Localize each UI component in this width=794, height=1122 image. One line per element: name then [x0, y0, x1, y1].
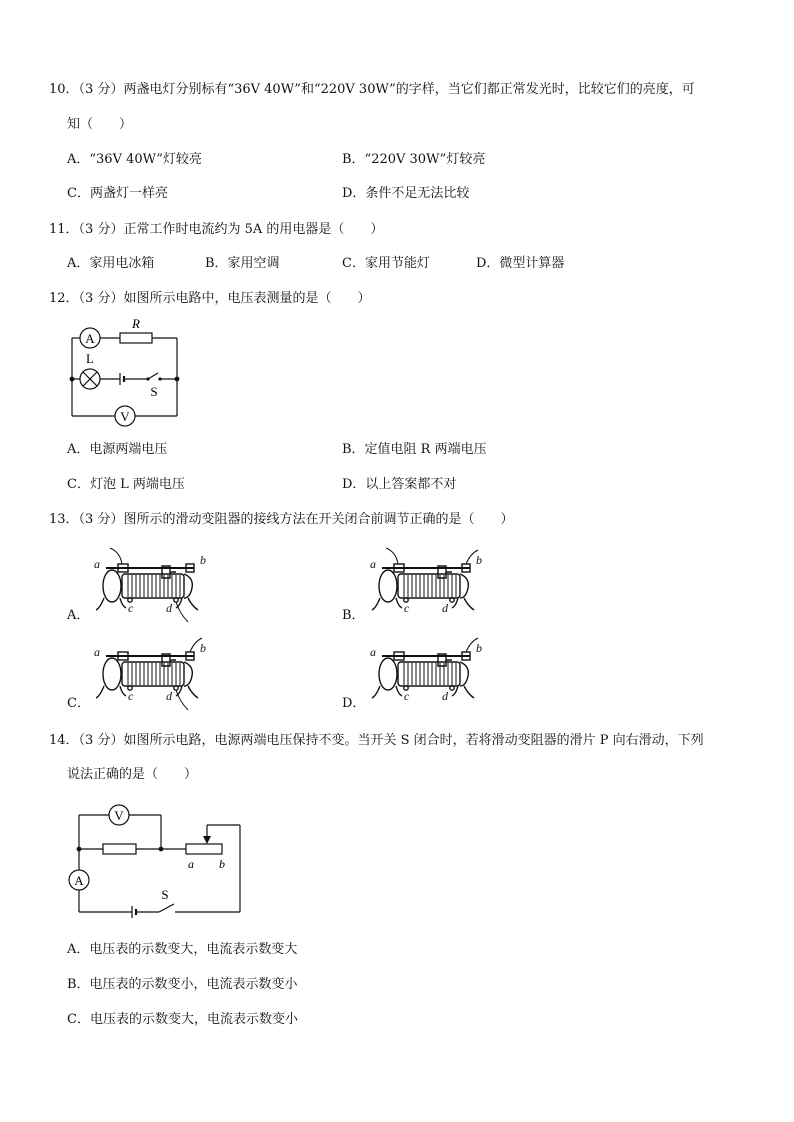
- q11-option-b: B．家用空调: [205, 256, 280, 271]
- rheostat-right-stand: [176, 574, 198, 610]
- rheostat-label-c: c: [404, 689, 410, 703]
- rheostat-left-stand: [379, 570, 397, 602]
- q11-option-a: A．家用电冰箱: [67, 256, 155, 271]
- q13-rheostat-figure-b: [366, 548, 491, 623]
- rheostat-label-d: d: [166, 601, 172, 615]
- q13-option-d: D．: [342, 696, 366, 711]
- rheostat-terminal-d: [174, 686, 178, 690]
- rheostat-wire-d: [176, 690, 188, 710]
- q12-circuit-diagram: [60, 318, 190, 428]
- q14-option-a: A．电压表的示数变大，电流表示数变大: [67, 942, 298, 957]
- rheostat-label-b: b: [200, 553, 206, 567]
- rheostat-coil-body: [398, 574, 460, 598]
- rheostat-label-d: d: [166, 689, 172, 703]
- rheostat-label-a: a: [370, 645, 376, 659]
- rheostat-wire-d: [176, 602, 188, 622]
- q12-option-b: B．定值电阻 R 两端电压: [342, 442, 487, 457]
- q12-option-c: C．灯泡 L 两端电压: [67, 477, 185, 492]
- rheostat-label-c: c: [404, 601, 410, 615]
- q12-lamp-label: L: [86, 351, 94, 366]
- q14-stem-line2: 说法正确的是（ ）: [67, 767, 198, 782]
- q14-voltmeter-label: V: [114, 808, 124, 823]
- rheostat-right-stand: [176, 662, 198, 698]
- rheostat-left-foot: [372, 686, 402, 698]
- q11-option-c: C．家用节能灯: [342, 256, 430, 271]
- q10-option-b: B．“220V 30W”灯较亮: [342, 152, 486, 167]
- rheostat-wire-a: [110, 548, 122, 564]
- q13-rheostat-figure-c: [90, 636, 215, 711]
- rheostat-label-d: d: [442, 689, 448, 703]
- q12-voltmeter-label: V: [120, 409, 130, 424]
- q10-option-d: D．条件不足无法比较: [342, 186, 470, 201]
- q13-option-c: C．: [67, 696, 90, 711]
- q13-stem: 13．（3 分）图所示的滑动变阻器的接线方法在开关闭合前调节正确的是（ ）: [49, 512, 514, 527]
- rheostat-label-c: c: [128, 601, 134, 615]
- rheostat-label-b: b: [476, 641, 482, 655]
- rheostat-terminal-d: [450, 686, 454, 690]
- rheostat-label-d: d: [442, 601, 448, 615]
- rheostat-left-stand: [103, 570, 121, 602]
- rheostat-right-stand: [452, 574, 474, 610]
- rheostat-right-stand: [452, 662, 474, 698]
- q12-resistor-label: R: [132, 316, 140, 331]
- rheostat-terminal-d: [450, 598, 454, 602]
- rheostat-label-a: a: [94, 645, 100, 659]
- q11-option-d: D．微型计算器: [476, 256, 565, 271]
- q13-rheostat-figure-a: [90, 548, 215, 623]
- q12-stem: 12．（3 分）如图所示电路中，电压表测量的是（ ）: [49, 291, 371, 306]
- rheostat-left-foot: [96, 598, 126, 610]
- q12-option-d: D．以上答案都不对: [342, 477, 457, 492]
- rheostat-label-b: b: [476, 553, 482, 567]
- rheostat-label-a: a: [370, 557, 376, 571]
- q14-stem-line1: 14．（3 分）如图所示电路，电源两端电压保持不变。当开关 S 闭合时，若将滑动变阻器的滑片 P 向右滑动，下列: [49, 733, 704, 748]
- q11-stem: 11．（3 分）正常工作时电流约为 5A 的用电器是（ ）: [49, 222, 384, 237]
- q10-option-c: C．两盏灯一样亮: [67, 186, 168, 201]
- q13-rheostat-figure-d: [366, 636, 491, 711]
- q10-option-a: A．“36V 40W”灯较亮: [67, 152, 202, 167]
- q12-option-a: A．电源两端电压: [67, 442, 168, 457]
- rheostat-label-a: a: [94, 557, 100, 571]
- rheostat-left-foot: [96, 686, 126, 698]
- q14-end-b-label: b: [219, 857, 225, 871]
- q14-option-b: B．电压表的示数变小，电流表示数变小: [67, 977, 298, 992]
- rheostat-coil-body: [122, 662, 184, 686]
- rheostat-left-stand: [103, 658, 121, 690]
- q14-circuit-diagram: [62, 803, 242, 918]
- q13-option-a: A．: [67, 608, 90, 623]
- rheostat-coil-body: [122, 574, 184, 598]
- rheostat-left-foot: [372, 598, 402, 610]
- rheostat-label-b: b: [200, 641, 206, 655]
- q12-switch-label: S: [150, 384, 158, 399]
- rheostat-left-stand: [379, 658, 397, 690]
- q12-ammeter-label: A: [85, 331, 95, 346]
- q10-stem-line1: 10．（3 分）两盏电灯分别标有“36V 40W”和“220V 30W”的字样，当它们都正常发光时，比较它们的亮度，可: [49, 82, 695, 97]
- rheostat-wire-a: [386, 548, 398, 564]
- q14-option-c: C．电压表的示数变大，电流表示数变小: [67, 1012, 298, 1027]
- rheostat-coil-body: [398, 662, 460, 686]
- rheostat-label-c: c: [128, 689, 134, 703]
- q14-ammeter-label: A: [74, 873, 84, 888]
- rheostat-terminal-d: [174, 598, 178, 602]
- q13-option-b: B．: [342, 608, 365, 623]
- q14-switch-label: S: [161, 887, 169, 902]
- q14-end-a-label: a: [188, 857, 194, 871]
- q10-stem-line2: 知（ ）: [67, 117, 133, 132]
